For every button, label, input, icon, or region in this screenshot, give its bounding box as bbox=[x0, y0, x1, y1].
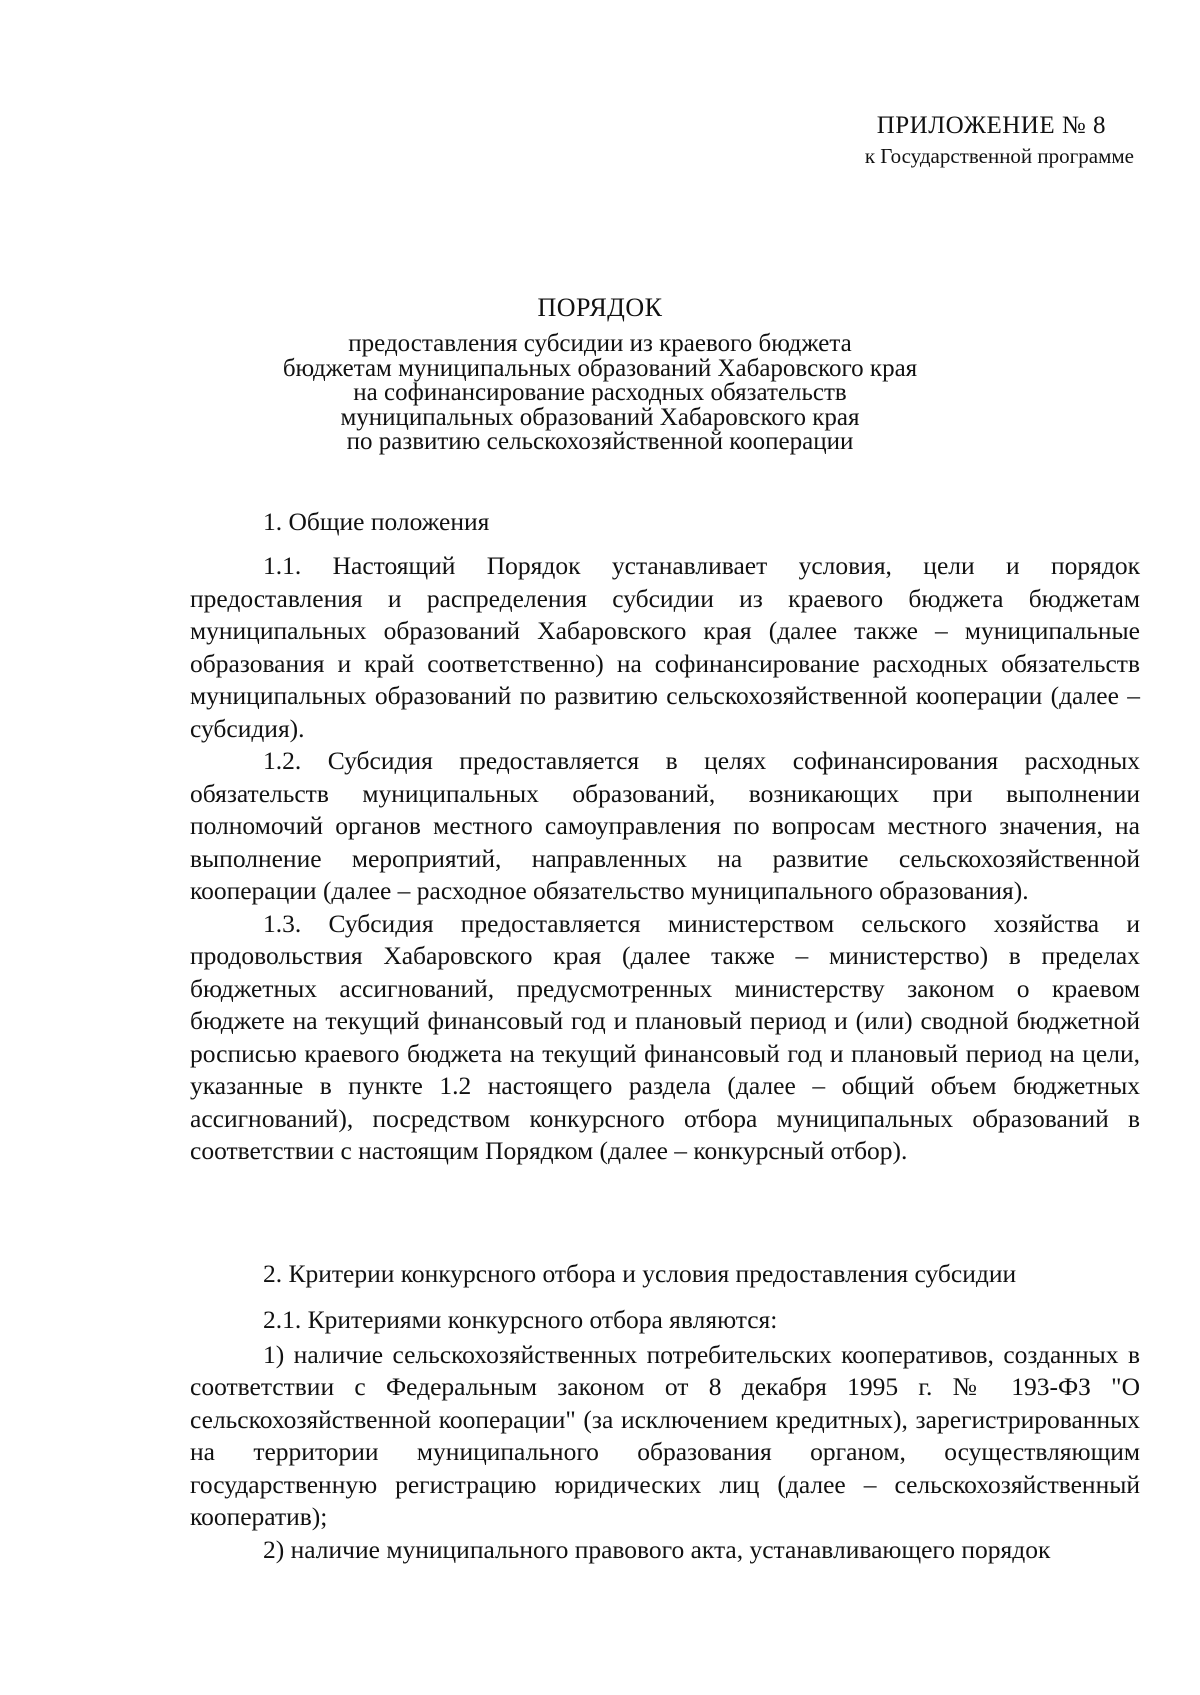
section-heading: 1. Общие положения bbox=[263, 507, 490, 536]
subtitle-line: муниципальных образований Хабаровского края bbox=[340, 403, 860, 431]
section-2-body bbox=[190, 1304, 1140, 1566]
section-heading: 2. Критерии конкурсного отбора и условия предоставления субсидии bbox=[263, 1259, 1017, 1288]
section-1-body bbox=[190, 550, 1140, 1168]
paragraph-1-2: 1.2. Субсидия предоставляется в целях софинансирования расходных обязательств муниципальных образований, возникающих при выполнении полномочий органов местного самоуправления по вопросам местного значения, на выполнение мероприятий, направленных на развитие сельскохозяйственной кооперации (далее – расходное обязательство муниципального образования). bbox=[190, 746, 1140, 905]
criterion-2: 2) наличие муниципального правового акта, устанавливающего порядок bbox=[263, 1534, 1051, 1564]
paragraph-1-3: 1.3. Субсидия предоставляется министерством сельского хозяйства и продовольствия Хабаровского края (далее также – министерство) в пределах бюджетных ассигнований, предусмотренных министерству законом о краевом бюджете на текущий финансовый год и плановый период и (или) сводной бюджетной росписью краевого бюджета на текущий финансовый год и плановый период на цели, указанные в пункте 1.2 настоящего раздела (далее – общий объем бюджетных ассигнований), посредством конкурсного отбора муниципальных образований в соответствии с настоящим Порядком (далее – конкурсный отбор). bbox=[190, 908, 1140, 1165]
paragraph-1-1: 1.1. Настоящий Порядок устанавливает условия, цели и порядок предоставления и распределения субсидии из краевого бюджета бюджетам муниципальных образований Хабаровского края (далее также – муниципальные образования и край соответственно) на софинансирование расходных обязательств муниципальных образований по развитию сельскохозяйственной кооперации (далее – субсидия). bbox=[190, 551, 1140, 743]
subtitle-line: бюджетам муниципальных образований Хабаровского края bbox=[282, 354, 918, 382]
document-subtitle bbox=[0, 332, 1200, 455]
criterion-1: 1) наличие сельскохозяйственных потребительских кооперативов, созданных в соответствии с Федеральным законом от 8 декабря 1995 г. № 193-ФЗ "О сельскохозяйственной кооперации" (за исключением кредитных), зарегистрированных на территории муниципального образования органом, осуществляющим государственную регистрацию юридических лиц (далее – сельскохозяйственный кооператив); bbox=[190, 1339, 1140, 1531]
subtitle-line: предоставления субсидии из краевого бюджета bbox=[348, 330, 852, 357]
paragraph-2-1: 2.1. Критериями конкурсного отбора являются: bbox=[263, 1305, 778, 1334]
subtitle-line: на софинансирование расходных обязательств bbox=[353, 379, 847, 406]
appendix-block bbox=[865, 110, 1134, 170]
document-title: ПОРЯДОК bbox=[537, 293, 663, 322]
section-2-heading-block bbox=[190, 1258, 1140, 1291]
appendix-subtitle: к Государственной программе bbox=[864, 144, 1134, 168]
subtitle-line: по развитию сельскохозяйственной кооперации bbox=[346, 428, 854, 455]
appendix-title: ПРИЛОЖЕНИЕ № 8 bbox=[876, 112, 1106, 139]
section-1-heading-block bbox=[190, 506, 1140, 539]
